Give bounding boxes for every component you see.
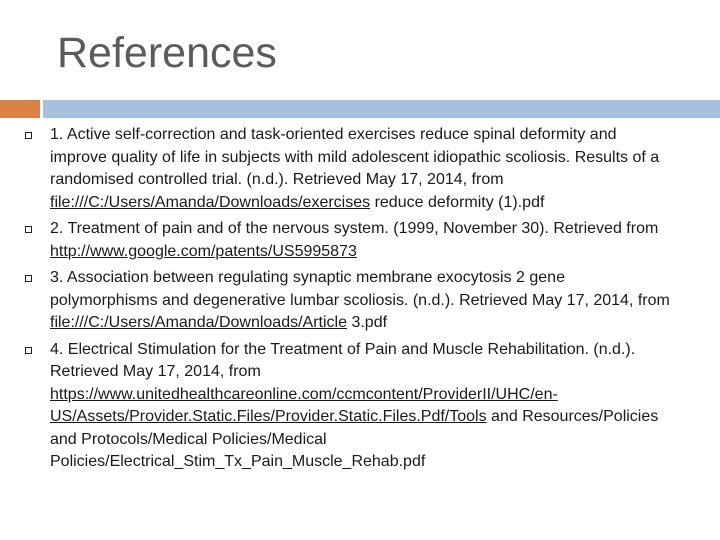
square-bullet-icon xyxy=(25,275,32,282)
reference-link[interactable]: file:///C:/Users/Amanda/Downloads/Article xyxy=(50,314,347,331)
reference-text-tail: 3.pdf xyxy=(347,314,388,331)
reference-list xyxy=(0,124,720,478)
reference-item-4 xyxy=(0,339,720,474)
reference-text-tail: reduce deformity (1).pdf xyxy=(370,193,545,211)
square-bullet-icon xyxy=(25,226,32,233)
accent-bar-orange xyxy=(0,100,40,118)
reference-text: 1. Active self-correction and task-oriented exercises reduce spinal deformity and improve quality of life in subjects with mild adolescent idiopathic scoliosis. Results of a randomised controlled trial. (n.d.). Retrieved May 17, 2014, from xyxy=(50,126,660,188)
reference-item-1 xyxy=(0,124,720,214)
slide-title: References xyxy=(57,29,277,77)
reference-link[interactable]: https://www.unitedhealthcareonline.com/ccmcontent/ProviderII/UHC/en-US/Assets/Provider.Static.Files/Provider.Static.Files.Pdf/Tools xyxy=(50,385,558,425)
reference-text: 2. Treatment of pain and of the nervous system. (1999, November 30). Retrieved from xyxy=(50,220,659,237)
square-bullet-icon xyxy=(25,347,32,354)
reference-item-2 xyxy=(0,218,720,263)
reference-link[interactable]: http://www.google.com/patents/US5995873 xyxy=(50,242,357,260)
reference-text-tail: and Resources/Policies and Protocols/Medical Policies/Medical Policies/Electrical_Stim_Tx_Pain_Muscle_Rehab.pdf xyxy=(50,408,659,470)
accent-bar-blue xyxy=(43,100,720,118)
square-bullet-icon xyxy=(25,132,32,139)
reference-text: 4. Electrical Stimulation for the Treatment of Pain and Muscle Rehabilitation. (n.d.). Retrieved May 17, 2014, from xyxy=(50,340,636,380)
reference-link[interactable]: file:///C:/Users/Amanda/Downloads/exercises xyxy=(50,193,371,211)
reference-text: 3. Association between regulating synaptic membrane exocytosis 2 gene polymorphisms and degenerative lumbar scoliosis. (n.d.). Retrieved May 17, 2014, from xyxy=(50,269,670,309)
reference-item-3 xyxy=(0,267,720,335)
